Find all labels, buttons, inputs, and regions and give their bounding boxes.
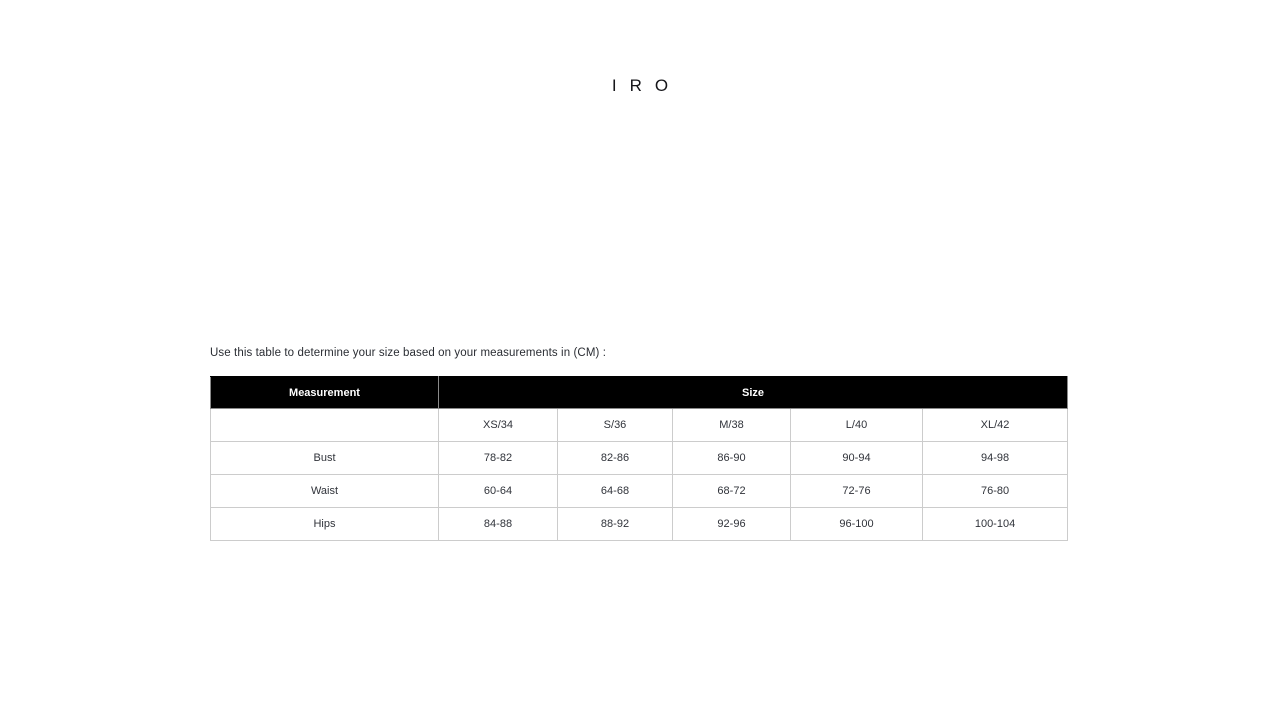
row-label-cell: Bust (211, 442, 439, 475)
value-cell: 92-96 (673, 508, 791, 541)
value-cell: 84-88 (439, 508, 558, 541)
value-cell: 82-86 (558, 442, 673, 475)
value-cell: 86-90 (673, 442, 791, 475)
value-cell: 94-98 (923, 442, 1068, 475)
row-label-cell: Waist (211, 475, 439, 508)
size-guide-intro-text: Use this table to determine your size based on your measurements in (CM) : (210, 347, 607, 359)
size-label-cell: XL/42 (923, 409, 1068, 442)
value-cell: 88-92 (558, 508, 673, 541)
size-header-cell: Size (439, 377, 1068, 409)
value-cell: 78-82 (439, 442, 558, 475)
size-label-cell: S/36 (558, 409, 673, 442)
size-guide-section (210, 347, 1067, 541)
value-cell: 100-104 (923, 508, 1068, 541)
row-label-cell: Hips (211, 508, 439, 541)
value-cell: 64-68 (558, 475, 673, 508)
brand-logo: IRO (611, 76, 682, 95)
value-cell: 68-72 (673, 475, 791, 508)
measurement-header-cell: Measurement (211, 377, 439, 409)
table-row-waist (211, 475, 1068, 508)
table-row-hips (211, 508, 1068, 541)
value-cell: 72-76 (791, 475, 923, 508)
size-chart-table (210, 376, 1068, 541)
table-header-row (211, 377, 1068, 409)
size-label-cell: L/40 (791, 409, 923, 442)
value-cell: 90-94 (791, 442, 923, 475)
size-labels-row (211, 409, 1068, 442)
size-label-cell: M/38 (673, 409, 791, 442)
value-cell: 96-100 (791, 508, 923, 541)
value-cell: 60-64 (439, 475, 558, 508)
table-row-bust (211, 442, 1068, 475)
empty-cell (211, 409, 439, 442)
value-cell: 76-80 (923, 475, 1068, 508)
size-label-cell: XS/34 (439, 409, 558, 442)
